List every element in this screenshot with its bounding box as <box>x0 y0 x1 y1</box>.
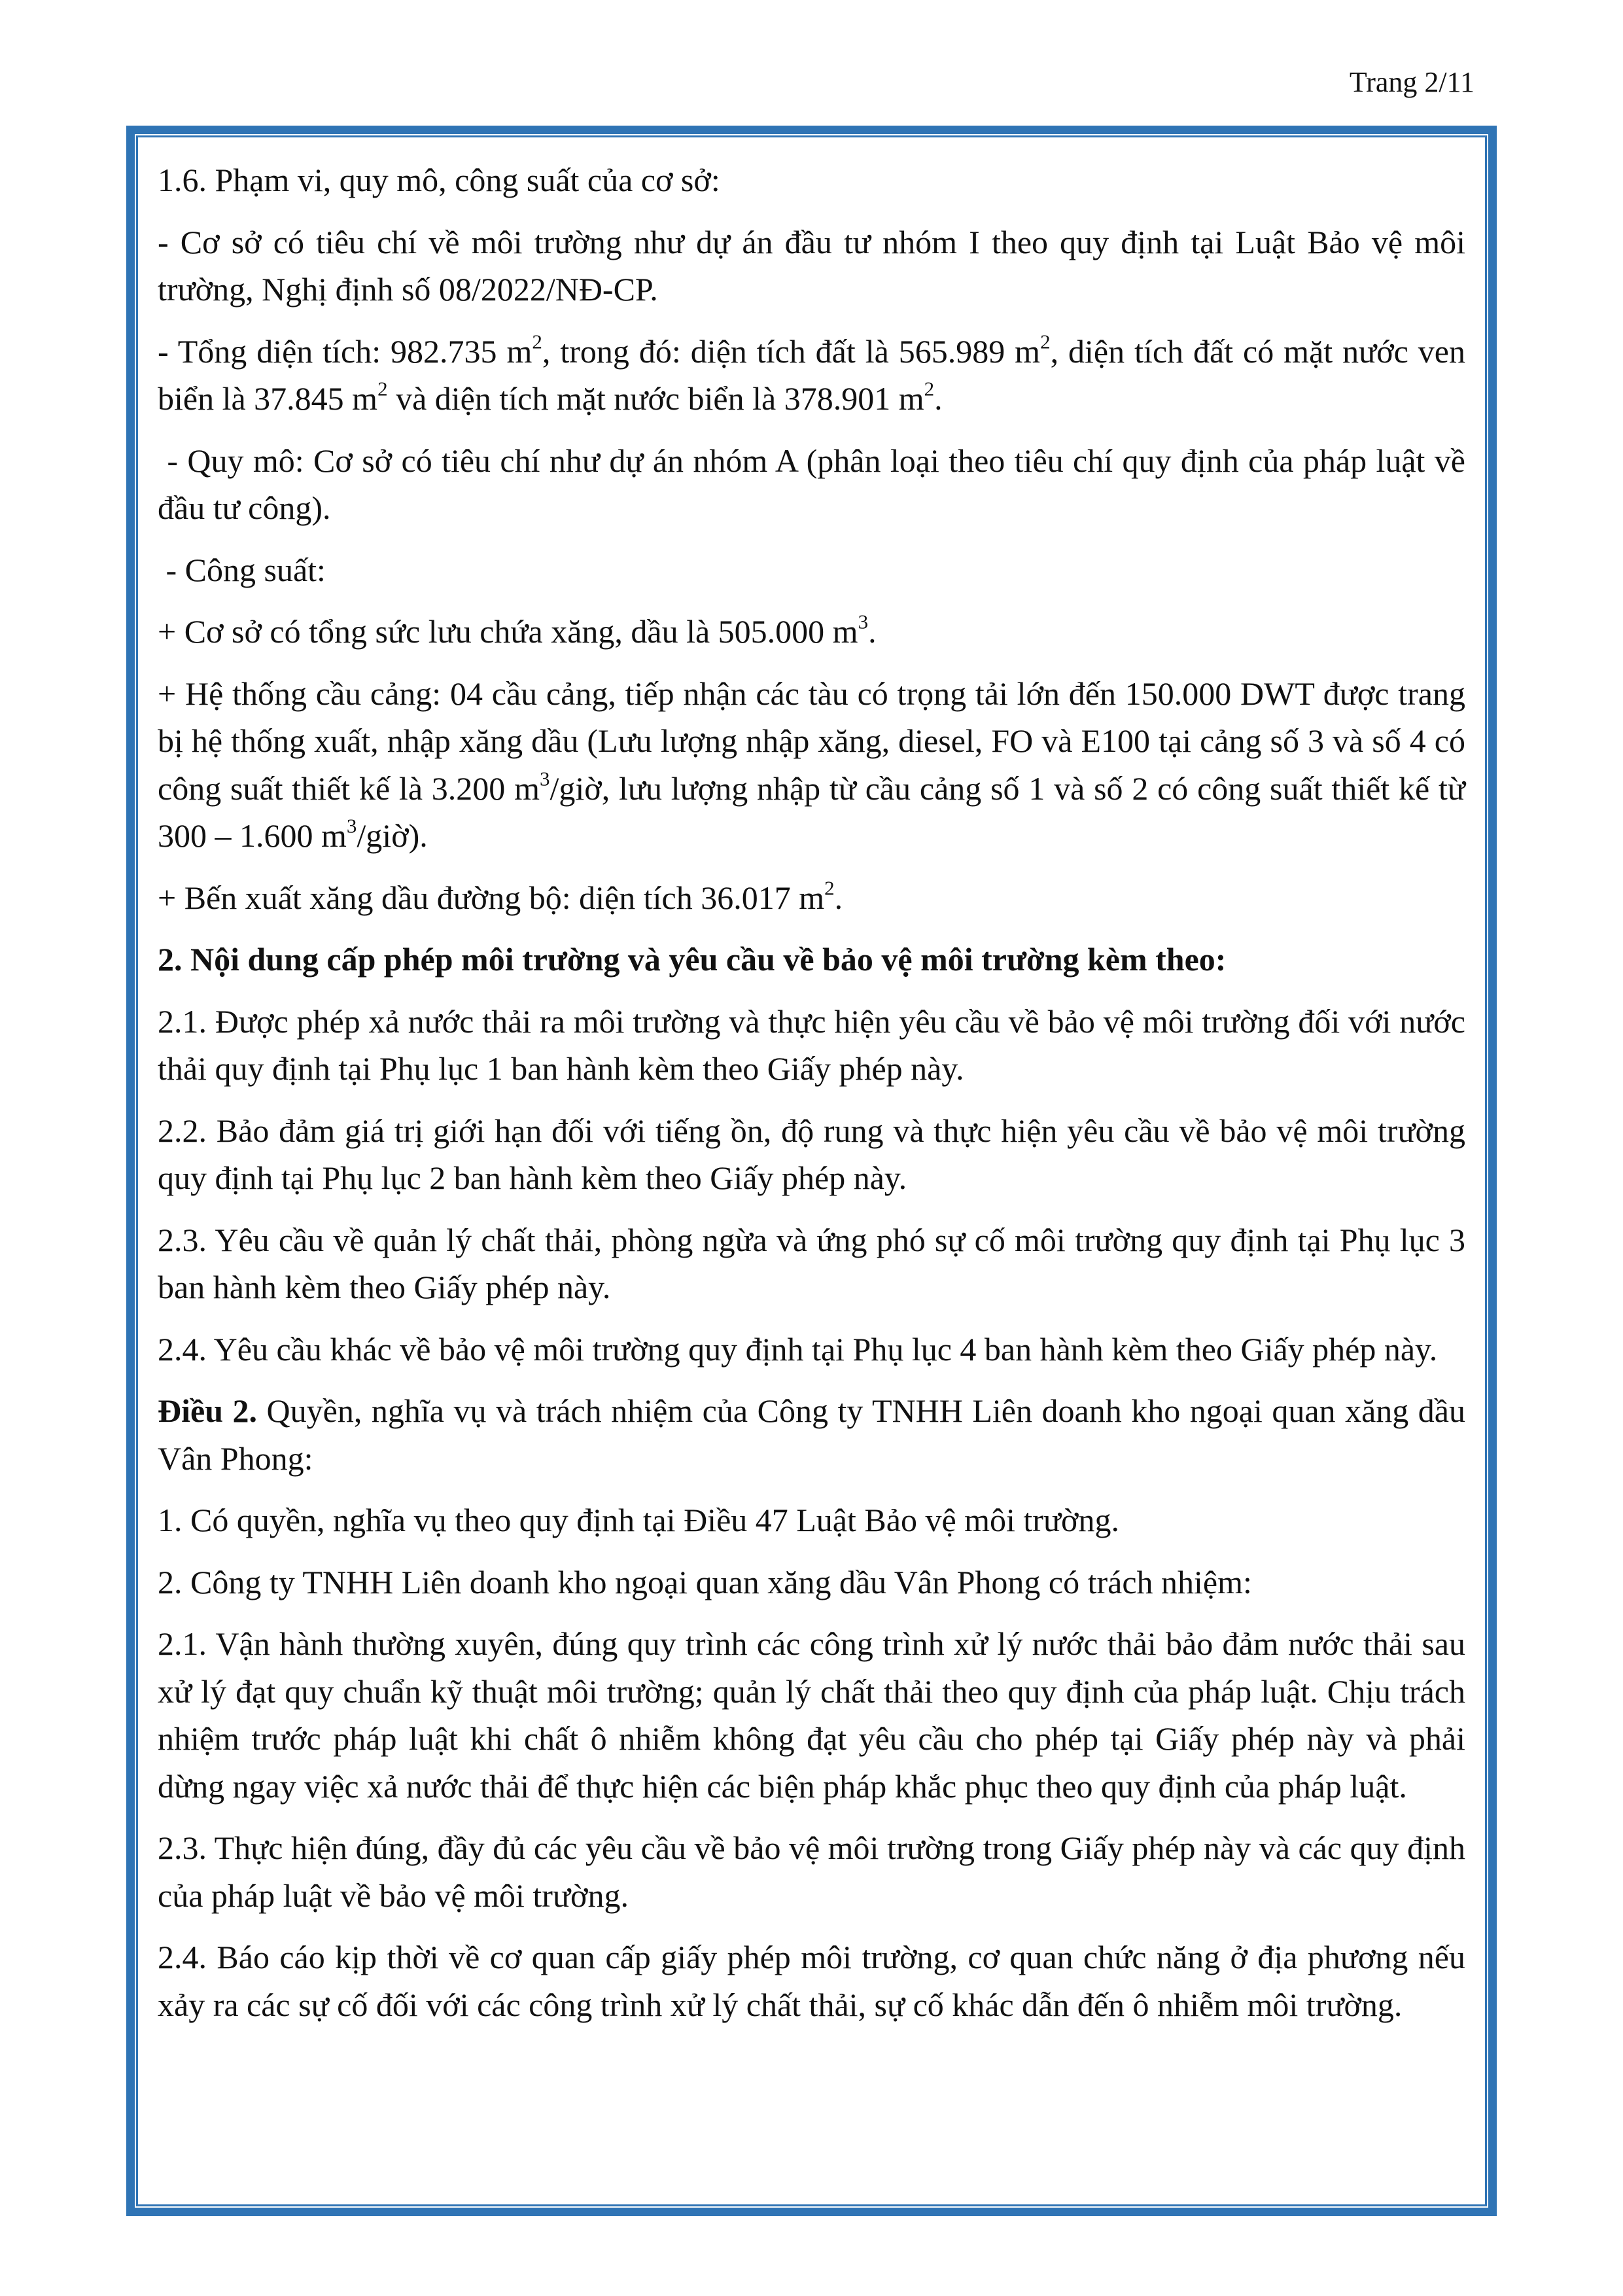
section-2-item: 2.3. Yêu cầu về quản lý chất thải, phòng ngừa và ứng phó sự cố môi trường quy định tại Phụ lục 3 ban hành kèm theo Giấy phép này. <box>158 1221 1465 1305</box>
article-2-subitem: 2.3. Thực hiện đúng, đầy đủ các yêu cầu về bảo vệ môi trường trong Giấy phép này và các quy định của pháp luật về bảo vệ môi trường. <box>158 1829 1465 1914</box>
document-body <box>158 156 1474 2043</box>
article-2-subitem: 2.1. Vận hành thường xuyên, đúng quy trình các công trình xử lý nước thải bảo đảm nước thải sau xử lý đạt quy chuẩn kỹ thuật môi trường; quản lý chất thải theo quy định của pháp luật. Chịu trách nhiệm trước pháp luật khi chất ô nhiễm không đạt yêu cầu cho phép tại Giấy phép này và phải dừng ngay việc xả nước thải để thực hiện các biện pháp khắc phục theo quy định của pháp luật. <box>158 1625 1465 1805</box>
article-2-item-1: 1. Có quyền, nghĩa vụ theo quy định tại Điều 47 Luật Bảo vệ môi trường. <box>158 1502 1119 1538</box>
article-2-subitem: 2.4. Báo cáo kịp thời về cơ quan cấp giấy phép môi trường, cơ quan chức năng ở địa phương nếu xảy ra các sự cố đối với các công trình xử lý chất thải, sự cố khác dẫn đến ô nhiễm môi trường. <box>158 1939 1465 2023</box>
section-2-heading: 2. Nội dung cấp phép môi trường và yêu cầu về bảo vệ môi trường kèm theo: <box>158 941 1227 978</box>
criteria-paragraph: - Cơ sở có tiêu chí về môi trường như dự án đầu tư nhóm I theo quy định tại Luật Bảo vệ môi trường, Nghị định số 08/2022/NĐ-CP. <box>158 223 1465 308</box>
section-2-item: 2.1. Được phép xả nước thải ra môi trường và thực hiện yêu cầu về bảo vệ môi trường đối với nước thải quy định tại Phụ lục 1 ban hành kèm theo Giấy phép này. <box>158 1002 1465 1087</box>
section-1-6-heading: 1.6. Phạm vi, quy mô, công suất của cơ sở: <box>158 162 720 198</box>
section-2-item: 2.4. Yêu cầu khác về bảo vệ môi trường quy định tại Phụ lục 4 ban hành kèm theo Giấy phép này. <box>158 1330 1438 1368</box>
page-number: Trang 2/11 <box>1349 66 1475 98</box>
storage-capacity-paragraph: + Cơ sở có tổng sức lưu chứa xăng, dầu là 505.000 $m^3$. <box>158 610 877 650</box>
article-2-title: Quyền, nghĩa vụ và trách nhiệm của Công ty TNHH Liên doanh kho ngoại quan xăng dầu Vân Phong: <box>158 1392 1465 1477</box>
scale-paragraph: - Quy mô: Cơ sở có tiêu chí như dự án nhóm A (phân loại theo tiêu chí quy định của pháp luật về đầu tư công). <box>158 442 1474 526</box>
article-2-label: Điều 2. <box>158 1392 258 1429</box>
total-area-paragraph: - Tổng diện tích: 982.735 $m^2$, trong đó: diện tích đất là 565.989 $m^2$, diện tích đất có mặt nước ven biển là 37.845 $m^2$ và diện tích mặt nước biển là 378.901 $m^2$. <box>158 329 1465 417</box>
article-2-heading <box>158 1387 1465 1482</box>
road-terminal-paragraph: + Bến xuất xăng dầu đường bộ: diện tích 36.017 $m^2$. <box>158 875 843 916</box>
section-2-item: 2.2. Bảo đảm giá trị giới hạn đối với tiếng ồn, độ rung và thực hiện yêu cầu về bảo vệ môi trường quy định tại Phụ lục 2 ban hành kèm theo Giấy phép này. <box>158 1112 1465 1196</box>
article-2-item-2: 2. Công ty TNHH Liên doanh kho ngoại quan xăng dầu Vân Phong có trách nhiệm: <box>158 1563 1252 1600</box>
ports-paragraph: + Hệ thống cầu cảng: 04 cầu cảng, tiếp nhận các tàu có trọng tải lớn đến 150.000 DWT được trang bị hệ thống xuất, nhập xăng dầu (Lưu lượng nhập xăng, diesel, FO và E100 tại cảng số 3 và số 4 có công suất thiết kế là 3.200 $m^3$/giờ, lưu lượng nhập từ cầu cảng số 1 và số 2 có công suất thiết kế từ 300 – 1.600 $m^3/giờ$). <box>158 675 1465 854</box>
capacity-label: - Công suất: <box>158 551 326 588</box>
